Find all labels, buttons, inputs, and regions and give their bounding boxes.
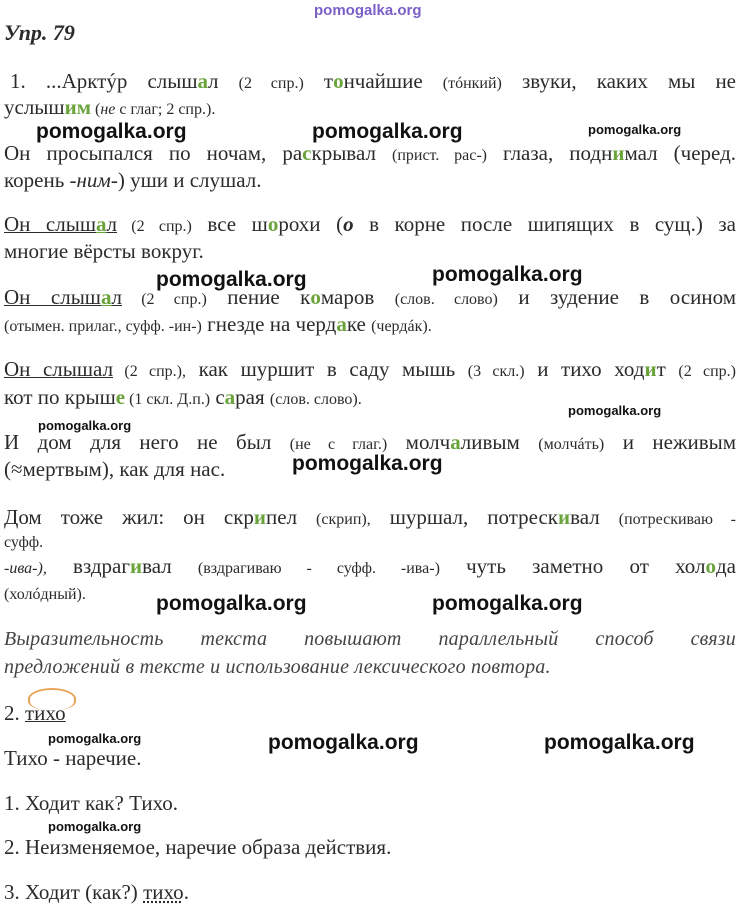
- watermark: pomogalka.org: [38, 418, 132, 433]
- watermark-top: pomogalka.org: [314, 2, 422, 19]
- part2-heading: 2. тихо: [4, 701, 66, 725]
- part2-line4: 3. Ходит (как?) тихо.: [4, 880, 189, 904]
- p7-line1: Дом тоже жил: он скрипел (скрип), шуршал, потрескивал (потрескиваю -: [4, 505, 736, 529]
- watermark: pomogalka.org: [48, 819, 142, 834]
- watermark: pomogalka.org: [48, 731, 142, 746]
- conclusion-line2: предложений в тексте и использование лексического повтора.: [4, 656, 551, 678]
- part2-line3: 2. Неизменяемое, наречие образа действия.: [4, 835, 392, 859]
- watermark: pomogalka.org: [544, 731, 695, 754]
- watermark: pomogalka.org: [36, 120, 187, 143]
- exercise-title: Упр. 79: [4, 20, 75, 45]
- p3-line2: многие вёрсты вокруг.: [4, 239, 204, 263]
- part2-line2: 1. Ходит как? Тихо.: [4, 791, 179, 815]
- p7-line4: (холóдный).: [4, 586, 86, 603]
- part2-line1: Тихо - наречие.: [4, 746, 142, 770]
- conclusion-line1: Выразительность текста повышают параллельный способ связи: [4, 628, 736, 650]
- p7-line3: -ива-), вздрагивал (вздрагиваю - суфф. -ива-) чуть заметно от холода: [4, 554, 737, 578]
- watermark: pomogalka.org: [292, 452, 443, 475]
- p7-line2: суфф.: [4, 534, 44, 551]
- watermark: pomogalka.org: [156, 268, 307, 291]
- watermark: pomogalka.org: [312, 120, 463, 143]
- watermark: pomogalka.org: [268, 731, 419, 754]
- p1-line1: 1. ...Арктýр слышал (2 спр.) тончайшие (тóнкий) звуки, каких мы не: [10, 69, 737, 93]
- p5-line1: Он слышал (2 спр.), как шуршит в саду мышь (3 скл.) и тихо ходит (2 спр.): [4, 357, 737, 381]
- p4-line1: Он слышал (2 спр.) пение комаров (слов. слово) и зудение в осином: [4, 285, 737, 309]
- watermark: pomogalka.org: [432, 592, 583, 615]
- p1-line2: услышим (не с глаг; 2 спр.).: [4, 95, 216, 119]
- p5-line2: кот по крыше (1 скл. Д.п.) сарая (слов. слово).: [4, 385, 362, 409]
- p3-line1: Он слышал (2 спр.) все шорохи (о в корне после шипящих в сущ.) за: [4, 212, 736, 236]
- p6-line1: И дом для него не был (не с глаг.) молчаливым (молчáть) и неживым: [4, 430, 737, 454]
- p6-line2: (≈мертвым), как для нас.: [4, 457, 226, 481]
- p4-line2: (отымен. прилаг., суфф. -ин-) гнезде на чердаке (чердáк).: [4, 312, 432, 336]
- p2-line1: Он просыпался по ночам, раскрывал (прист. рас-) глаза, поднимал (черед.: [4, 141, 736, 165]
- watermark: pomogalka.org: [568, 403, 662, 418]
- watermark: pomogalka.org: [432, 263, 583, 286]
- watermark: pomogalka.org: [156, 592, 307, 615]
- watermark: pomogalka.org: [588, 122, 682, 137]
- p2-line2: корень -ним-) уши и слушал.: [4, 168, 262, 192]
